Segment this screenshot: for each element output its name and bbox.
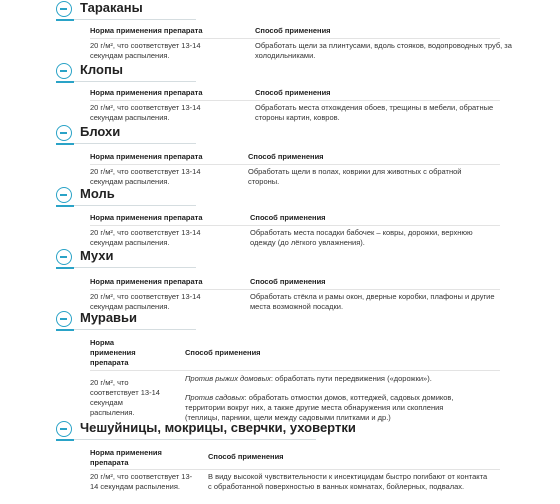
table-divider [90,289,500,290]
method-value-house-ants: Против рыжих домовых: обработать пути передвижения («дорожки»). [185,374,432,383]
collapse-minus-icon[interactable] [56,187,72,203]
collapse-minus-icon[interactable] [56,125,72,141]
collapse-minus-icon[interactable] [56,249,72,265]
norm-header: Норма применения препарата [90,152,203,161]
method-header: Способ применения [208,452,284,461]
table-divider [90,38,500,39]
collapse-minus-icon[interactable] [56,311,72,327]
section-title: Муравьи [80,310,138,325]
collapse-minus-icon[interactable] [56,1,72,17]
table-divider [90,164,500,165]
section-title: Блохи [80,124,121,139]
norm-value: 20 г/м², что соответствует 13-14 секундам распыления. [90,472,193,491]
method-value: Обработать стёкла и рамы окон, дверные коробки, плафоны и другие места возможной посадки. [250,292,495,311]
table-divider [90,469,500,470]
method-header: Способ применения [185,348,261,357]
method-value: Обработать места отхождения обоев, трещины в мебели, обратные стороны картин, ковров. [255,103,494,122]
section-title: Чешуйницы, мокрицы, сверчки, уховертки [80,420,356,435]
method-label: Против рыжих домовых [185,374,271,383]
section-underline [56,329,196,330]
section-underline [56,205,196,206]
section-underline [56,81,196,82]
table-divider [90,370,500,371]
method-value: Обработать щели в полах, коврики для животных с обратной стороны. [248,167,462,186]
norm-value: 20 г/м², что соответствует 13-14 секундам распыления. [90,103,201,122]
section-title: Тараканы [80,0,143,15]
norm-value: 20 г/м², что соответствует 13-14 секундам распыления. [90,378,160,417]
norm-header: Норма применения препарата [90,448,162,467]
collapse-minus-icon[interactable] [56,63,72,79]
method-label: Против садовых [185,393,245,402]
section-title: Мухи [80,248,114,263]
section-title: Моль [80,186,115,201]
method-value: В виду высокой чувствительности к инсектицидам быстро погибают от контакта с обработанной поверхностью в ванных комнатах, бойлерных, подвалах. [208,472,488,491]
section-underline [56,439,316,440]
section-underline [56,19,196,20]
norm-value: 20 г/м², что соответствует 13-14 секундам распыления. [90,228,201,247]
method-header: Способ применения [250,213,326,222]
table-divider [90,225,500,226]
norm-header: Норма применения препарата [90,88,203,97]
method-header: Способ применения [255,26,331,35]
collapse-minus-icon[interactable] [56,421,72,437]
method-header: Способ применения [248,152,324,161]
norm-header: Норма применения препарата [90,338,136,367]
norm-header: Норма применения препарата [90,277,203,286]
norm-value: 20 г/м², что соответствует 13-14 секундам распыления. [90,292,201,311]
norm-header: Норма применения препарата [90,213,203,222]
section-title: Клопы [80,62,123,77]
section-underline [56,143,196,144]
norm-header: Норма применения препарата [90,26,203,35]
method-header: Способ применения [255,88,331,97]
norm-value: 20 г/м², что соответствует 13-14 секундам распыления. [90,167,201,186]
method-value: Обработать щели за плинтусами, вдоль стояков, водопроводных труб, за холодильниками. [255,41,512,60]
table-divider [90,100,500,101]
method-value: Обработать места посадки бабочек – ковры, дорожки, верхнюю одежду (до лёгкого увлажнения). [250,228,473,247]
method-value-garden-ants: Против садовых: обработать отмостки домов, коттеджей, садовых домиков, территории вокруг них, а также другие места обнаружения или скопления (теплицы, парники, щели между садовыми плитками и др.) [185,393,454,422]
method-header: Способ применения [250,277,326,286]
norm-value: 20 г/м², что соответствует 13-14 секундам распыления. [90,41,201,60]
section-underline [56,267,196,268]
